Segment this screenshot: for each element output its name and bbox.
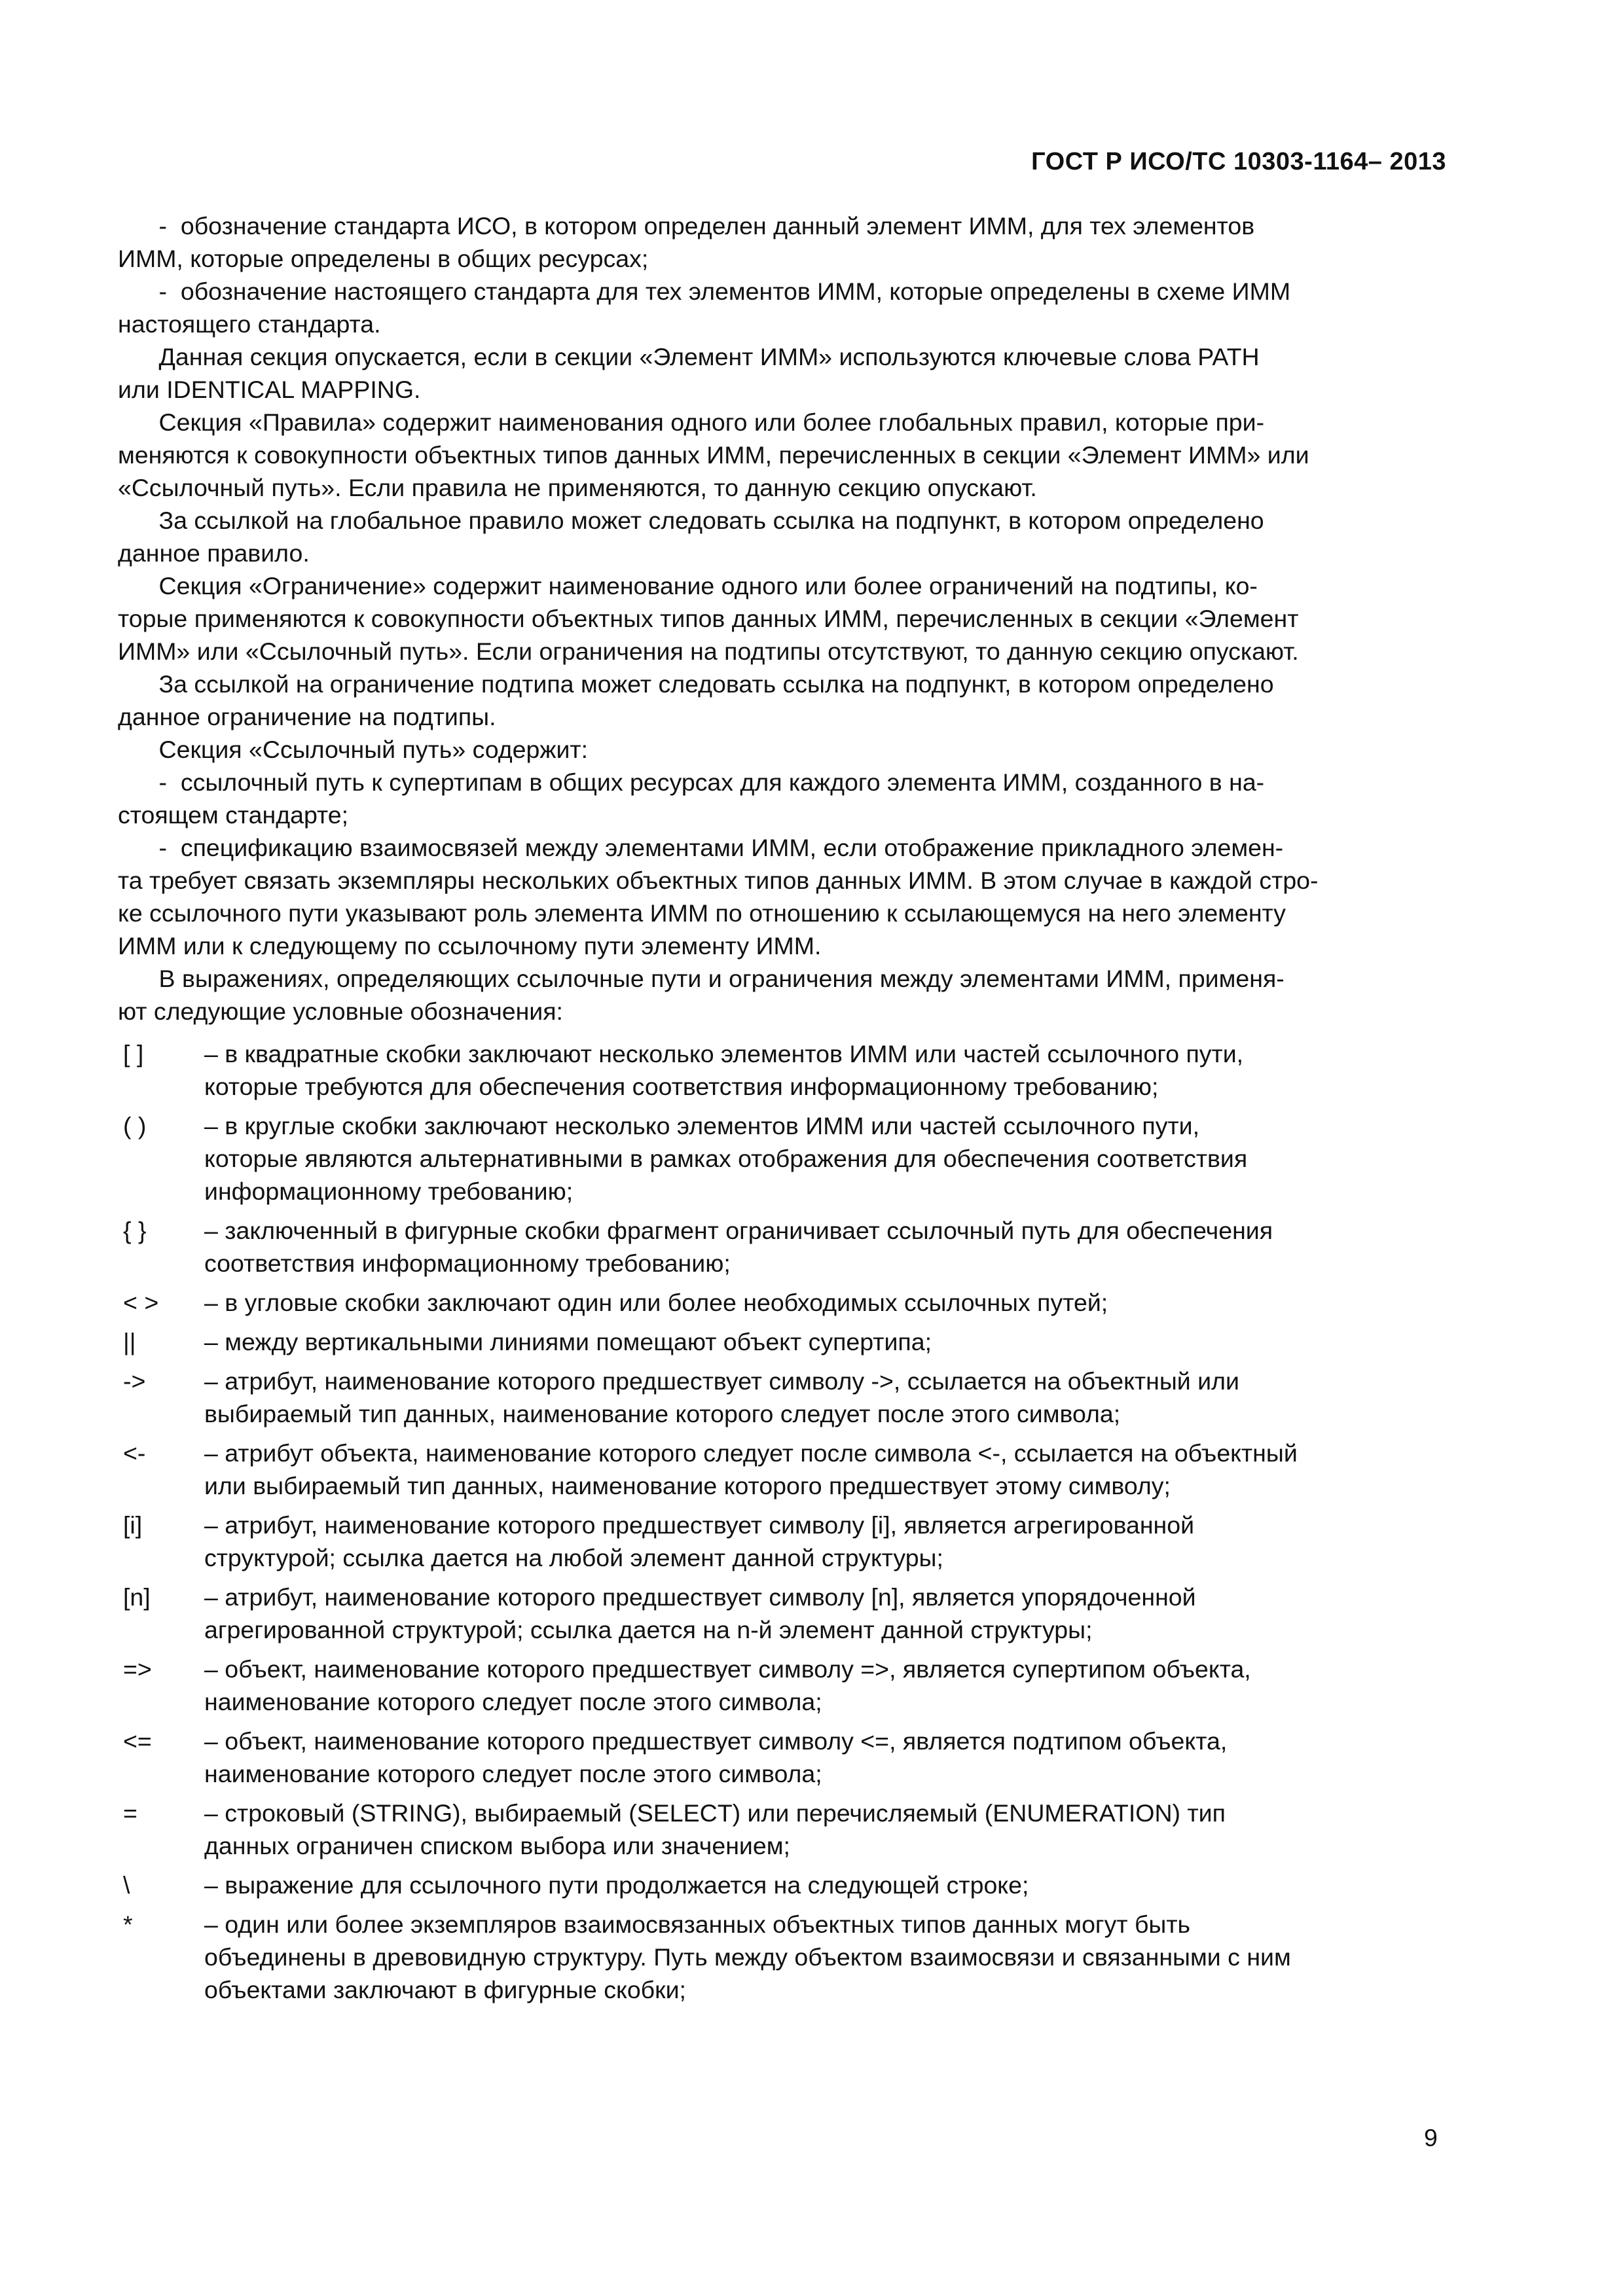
text-line: За ссылкой на ограничение подтипа может следовать ссылка на подпункт, в котором определено — [118, 670, 1274, 698]
symbol-description — [204, 1509, 1447, 1574]
symbol-glyph: -> — [123, 1367, 146, 1395]
symbol-description-line: – атрибут объекта, наименование которого следует после символа <-, ссылается на объектный — [204, 1439, 1298, 1467]
symbol-description-line: наименование которого следует после этого символа; — [204, 1760, 822, 1787]
symbol-row — [118, 1869, 1447, 1901]
symbol-glyph: < > — [123, 1289, 159, 1316]
symbol-description-line: соответствия информационному требованию; — [204, 1249, 731, 1277]
text-line: - обозначение настоящего стандарта для тех элементов ИММ, которые определены в схеме ИММ — [118, 278, 1291, 305]
body-text — [118, 209, 1447, 1028]
symbol-row — [118, 1365, 1447, 1430]
symbol-description — [204, 1214, 1447, 1280]
symbol-description — [204, 1365, 1447, 1430]
text-line: торые применяются к совокупности объектных типов данных ИММ, перечисленных в секции «Элемент — [118, 605, 1299, 632]
symbol-row — [118, 1797, 1447, 1862]
symbol-description-line: информационному требованию; — [204, 1177, 574, 1205]
text-line: или IDENTICAL MAPPING. — [118, 376, 421, 403]
symbol-description-line: – атрибут, наименование которого предшествует символу ->, ссылается на объектный или — [204, 1367, 1239, 1395]
text-line: ИММ» или «Ссылочный путь». Если ограничения на подтипы отсутствуют, то данную секцию опускают. — [118, 637, 1299, 665]
text-line: стоящем стандарте; — [118, 801, 349, 829]
text-line: - спецификацию взаимосвязей между элементами ИММ, если отображение прикладного элемен- — [118, 834, 1284, 861]
symbol-glyph: [ ] — [123, 1040, 144, 1067]
symbol-row — [118, 1037, 1447, 1103]
text-line: ИММ или к следующему по ссылочному пути элементу ИММ. — [118, 932, 822, 960]
symbol-glyph: => — [123, 1655, 152, 1683]
symbol-description-line: – выражение для ссылочного пути продолжается на следующей строке; — [204, 1871, 1029, 1899]
symbol-description-line: данных ограничен списком выбора или значением; — [204, 1832, 790, 1859]
symbol-description — [204, 1908, 1447, 2006]
symbol-description — [204, 1325, 1447, 1358]
symbol-row — [118, 1437, 1447, 1502]
symbol-description — [204, 1725, 1447, 1790]
symbol-glyph: <= — [123, 1727, 152, 1755]
symbol-row — [118, 1286, 1447, 1319]
text-line: та требует связать экземпляры нескольких объектных типов данных ИММ. В этом случае в каждой стро- — [118, 867, 1319, 894]
symbol-glyph: = — [123, 1799, 137, 1827]
symbol-description-line: структурой; ссылка дается на любой элемент данной структуры; — [204, 1544, 943, 1571]
symbol-description-line: – строковый (STRING), выбираемый (SELECT) или перечисляемый (ENUMERATION) тип — [204, 1799, 1226, 1827]
symbol-description-line: наименование которого следует после этого символа; — [204, 1688, 822, 1715]
text-line: Секция «Ссылочный путь» содержит: — [118, 736, 589, 763]
symbol-description — [204, 1037, 1447, 1103]
symbol-description — [204, 1581, 1447, 1646]
symbol-description-line: или выбираемый тип данных, наименование которого предшествует этому символу; — [204, 1472, 1171, 1499]
symbol-glyph: * — [123, 1910, 133, 1938]
text-line: Секция «Ограничение» содержит наименование одного или более ограничений на подтипы, ко- — [118, 572, 1258, 600]
symbol-description-line: объединены в древовидную структуру. Путь между объектом взаимосвязи и связанными с ним — [204, 1943, 1291, 1971]
symbol-glyph: [i] — [123, 1511, 143, 1539]
symbol-description-line: выбираемый тип данных, наименование которого следует после этого символа; — [204, 1400, 1121, 1427]
text-line: - обозначение стандарта ИСО, в котором определен данный элемент ИММ, для тех элементов — [118, 212, 1255, 240]
symbol-description-line: – в квадратные скобки заключают несколько элементов ИММ или частей ссылочного пути, — [204, 1040, 1244, 1067]
text-line: «Ссылочный путь». Если правила не применяются, то данную секцию опускают. — [118, 474, 1037, 501]
symbol-row — [118, 1109, 1447, 1208]
symbol-description-line: – объект, наименование которого предшествует символу =>, является супертипом объекта, — [204, 1655, 1251, 1683]
symbol-description-line: – атрибут, наименование которого предшествует символу [n], является упорядоченной — [204, 1583, 1196, 1611]
symbol-description-line: – объект, наименование которого предшествует символу <=, является подтипом объекта, — [204, 1727, 1228, 1755]
symbol-glyph: { } — [123, 1217, 147, 1244]
symbol-description-line: – в круглые скобки заключают несколько элементов ИММ или частей ссылочного пути, — [204, 1112, 1200, 1139]
text-line: меняются к совокупности объектных типов данных ИММ, перечисленных в секции «Элемент ИММ» или — [118, 441, 1309, 469]
symbol-row — [118, 1908, 1447, 2006]
symbol-description — [204, 1437, 1447, 1502]
text-line: ют следующие условные обозначения: — [118, 997, 563, 1025]
text-line: За ссылкой на глобальное правило может следовать ссылка на подпункт, в котором определено — [118, 507, 1264, 534]
document-header: ГОСТ Р ИСО/ТС 10303-1164– 2013 — [1031, 148, 1446, 175]
text-line: данное ограничение на подтипы. — [118, 703, 496, 730]
symbol-glyph: [n] — [123, 1583, 151, 1611]
symbol-glyph: \ — [123, 1871, 130, 1899]
symbol-description-line: объектами заключают в фигурные скобки; — [204, 1976, 686, 2003]
symbol-glyph: ( ) — [123, 1112, 147, 1139]
text-line: настоящего стандарта. — [118, 310, 381, 338]
symbol-description-line: – между вертикальными линиями помещают объект супертипа; — [204, 1328, 932, 1355]
symbol-description-line: – заключенный в фигурные скобки фрагмент ограничивает ссылочный путь для обеспечения — [204, 1217, 1273, 1244]
symbol-description-line: – атрибут, наименование которого предшествует символу [i], является агрегированной — [204, 1511, 1195, 1539]
text-line: ке ссылочного пути указывают роль элемента ИММ по отношению к ссылающемуся на него элементу — [118, 899, 1286, 927]
symbol-list — [118, 1037, 1447, 2006]
text-line: Секция «Правила» содержит наименования одного или более глобальных правил, которые при- — [118, 408, 1265, 436]
symbol-description-line: которые требуются для обеспечения соответствия информационному требованию; — [204, 1073, 1159, 1100]
symbol-row — [118, 1653, 1447, 1718]
symbol-description — [204, 1109, 1447, 1208]
text-line: данное правило. — [118, 539, 310, 567]
symbol-row — [118, 1581, 1447, 1646]
symbol-glyph: || — [123, 1328, 136, 1355]
symbol-description — [204, 1797, 1447, 1862]
symbol-description-line: – один или более экземпляров взаимосвязанных объектных типов данных могут быть — [204, 1910, 1191, 1938]
symbol-description-line: – в угловые скобки заключают один или более необходимых ссылочных путей; — [204, 1289, 1108, 1316]
symbol-description-line: которые являются альтернативными в рамках отображения для обеспечения соответствия — [204, 1145, 1248, 1172]
symbol-description — [204, 1286, 1447, 1319]
text-line: Данная секция опускается, если в секции «Элемент ИММ» используются ключевые слова PATH — [118, 343, 1260, 370]
symbol-row — [118, 1214, 1447, 1280]
symbol-description — [204, 1653, 1447, 1718]
text-line: В выражениях, определяющих ссылочные пути и ограничения между элементами ИММ, применя- — [118, 965, 1285, 992]
text-line: ИММ, которые определены в общих ресурсах; — [118, 245, 649, 272]
symbol-row — [118, 1509, 1447, 1574]
symbol-row — [118, 1725, 1447, 1790]
page-number: 9 — [1424, 2124, 1438, 2151]
symbol-glyph: <- — [123, 1439, 146, 1467]
symbol-row — [118, 1325, 1447, 1358]
symbol-description-line: агрегированной структурой; ссылка дается на n-й элемент данной структуры; — [204, 1616, 1093, 1643]
text-line: - ссылочный путь к супертипам в общих ресурсах для каждого элемента ИММ, созданного в на- — [118, 768, 1265, 796]
symbol-description — [204, 1869, 1447, 1901]
